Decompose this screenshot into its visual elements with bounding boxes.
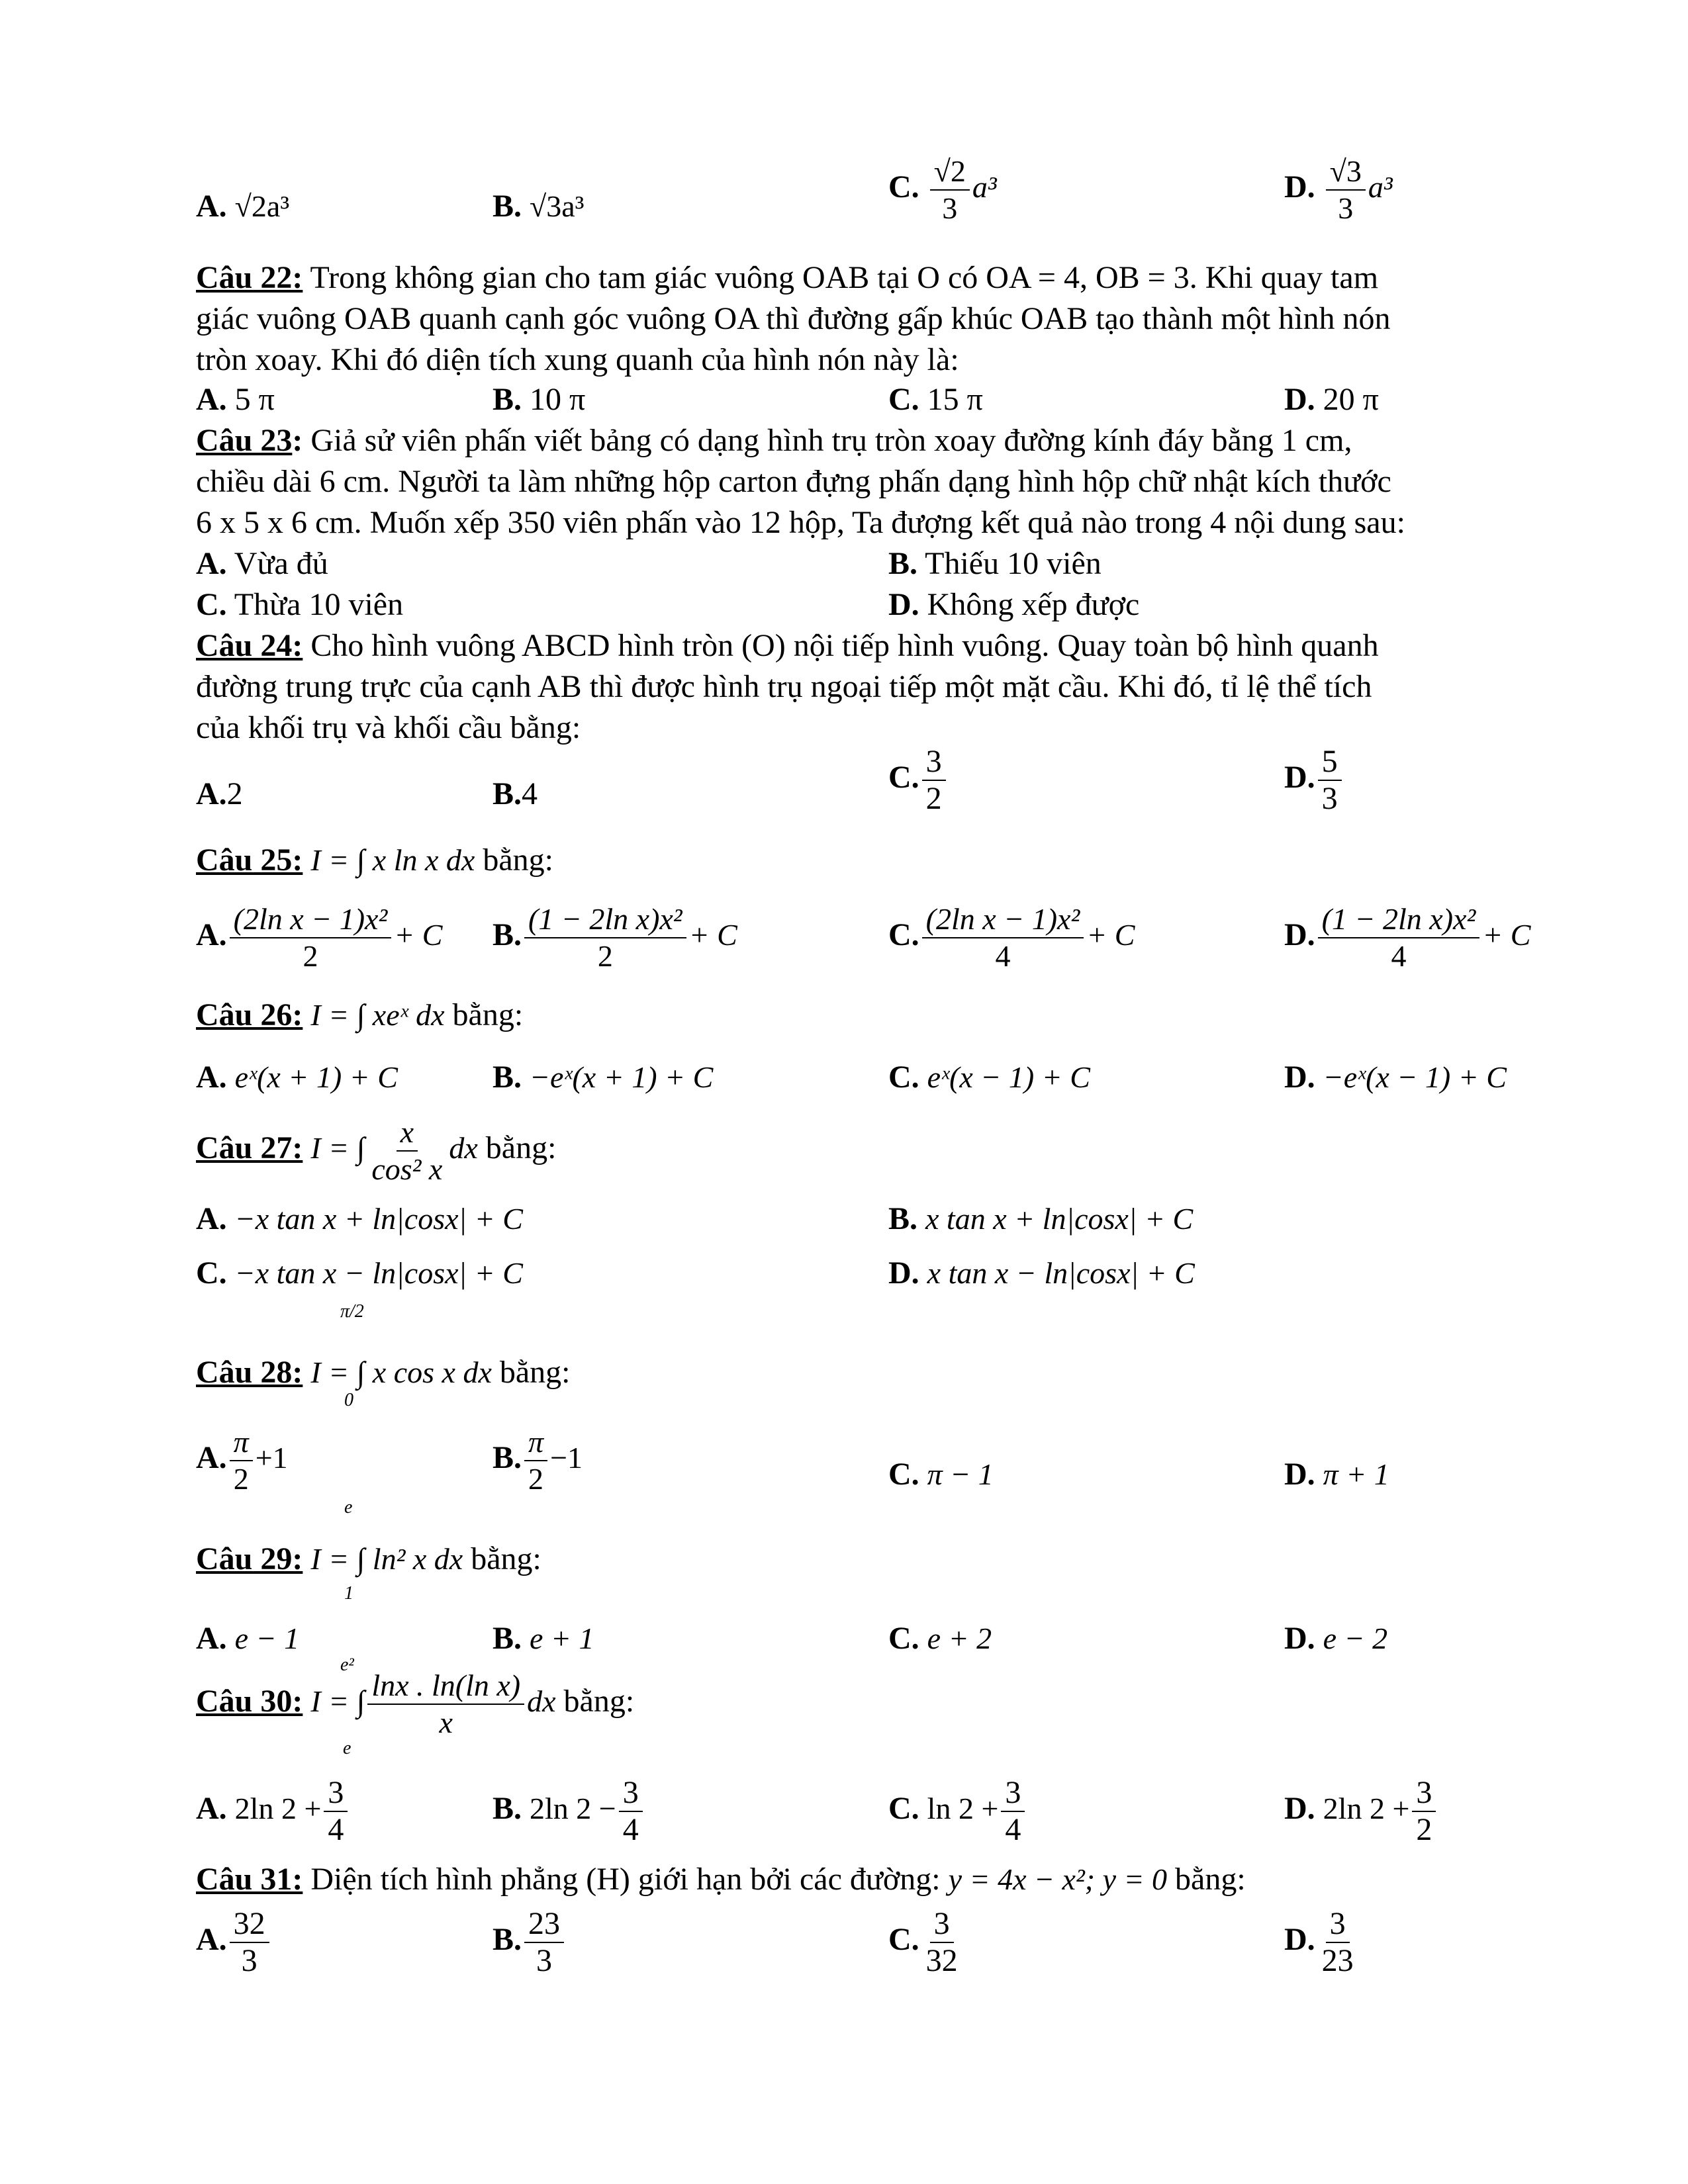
option-label: B. — [492, 382, 522, 417]
option-label: A. — [196, 1060, 227, 1095]
q27-option-a — [196, 1198, 523, 1240]
q29-option-a — [196, 1617, 299, 1660]
option-text: Thừa 10 viên — [226, 587, 404, 622]
question-text: Trong không gian cho tam giác vuông OAB tại O có OA = 4, OB = 3. Khi quay tam — [303, 260, 1379, 295]
option-label: C. — [888, 1621, 919, 1656]
question-text: Giả sử viên phấn viết bảng có dạng hình trụ tròn xoay đường kính đáy bằng 1 cm, — [303, 423, 1352, 458]
integral-suffix: dx — [527, 1684, 556, 1719]
integral-suffix: dx — [449, 1131, 478, 1165]
question-expression: I = ∫ x cos x dx — [310, 1355, 492, 1389]
fraction-denominator: 4 — [622, 1812, 639, 1847]
fraction-numerator: 5 — [1318, 744, 1342, 781]
integral-prefix: I = ∫ — [310, 1684, 365, 1719]
option-prefix: 2ln 2 − — [530, 1792, 616, 1826]
option-text: e − 1 — [234, 1621, 300, 1655]
option-tail: a³ — [972, 170, 997, 205]
question-title: Câu 26: — [196, 997, 303, 1032]
q21-option-a — [196, 185, 289, 228]
option-tail: + C — [688, 918, 737, 952]
q21-option-d — [1284, 154, 1393, 226]
option-label: C. — [888, 1457, 919, 1492]
option-text: x tan x + ln|cosx| + C — [925, 1202, 1194, 1236]
fraction-numerator: 23 — [524, 1906, 564, 1943]
q29-option-b — [492, 1617, 594, 1660]
option-text: √3a³ — [530, 189, 585, 223]
q29-upper-limit: e — [344, 1497, 353, 1518]
q28-lower-limit: 0 — [344, 1390, 353, 1410]
fraction-numerator: 3 — [1001, 1775, 1025, 1812]
option-tail: −1 — [550, 1441, 583, 1475]
fraction-numerator: π — [524, 1424, 547, 1461]
option-tail: a³ — [1368, 170, 1393, 205]
fraction-denominator: 4 — [1391, 939, 1407, 973]
question-title: Câu 29: — [196, 1541, 303, 1576]
option-label: C. — [888, 382, 919, 417]
q22-line-1 — [196, 257, 1378, 299]
fraction-denominator: 4 — [328, 1812, 344, 1847]
fraction-denominator: 4 — [1005, 1812, 1021, 1847]
q25-option-c — [888, 901, 1135, 974]
q29-option-c — [888, 1617, 992, 1660]
option-label: B. — [492, 776, 522, 811]
q22-option-d — [1284, 379, 1379, 421]
option-label: B. — [492, 1440, 522, 1476]
option-label: A. — [196, 776, 227, 811]
question-tail: bằng: — [475, 842, 553, 878]
q23-option-b — [888, 543, 1102, 585]
q22-option-b — [492, 379, 585, 421]
q30-question — [196, 1668, 634, 1741]
fraction-numerator: (2ln x − 1)x² — [230, 901, 392, 938]
q30-option-b — [492, 1775, 645, 1848]
option-label: C. — [888, 1060, 919, 1095]
q28-option-c — [888, 1453, 994, 1496]
fraction-numerator: (1 − 2ln x)x² — [1318, 901, 1480, 938]
question-title: Câu 25: — [196, 842, 303, 878]
option-label: B. — [888, 546, 918, 581]
question-text: Diện tích hình phẳng (H) giới hạn bởi các đường: — [303, 1862, 949, 1897]
q23-line-2: chiều dài 6 cm. Người ta làm những hộp carton đựng phấn dạng hình hộp chữ nhật kích thước — [196, 464, 1391, 499]
question-expression: I = ∫ x ln x dx — [310, 843, 475, 877]
q26-question — [196, 994, 523, 1036]
q26-option-c — [888, 1056, 1090, 1099]
question-tail: bằng: — [555, 1684, 635, 1719]
q22-option-a — [196, 379, 275, 421]
option-tail: +1 — [255, 1441, 288, 1475]
q25-option-d — [1284, 901, 1531, 974]
question-tail: bằng: — [1167, 1862, 1246, 1897]
option-label: A. — [196, 382, 227, 417]
option-label: C. — [888, 1791, 919, 1827]
q27-question — [196, 1115, 556, 1187]
q29-lower-limit: 1 — [344, 1583, 353, 1604]
question-tail: bằng: — [491, 1355, 571, 1390]
q28-option-d — [1284, 1453, 1389, 1496]
option-text: π − 1 — [927, 1457, 994, 1491]
question-tail: bằng: — [444, 997, 524, 1032]
q30-option-c — [888, 1775, 1027, 1848]
question-colon: : — [292, 423, 303, 458]
q28-question — [196, 1351, 571, 1394]
fraction-denominator: 2 — [233, 1462, 249, 1496]
option-label: A. — [196, 1440, 227, 1476]
q24-option-a — [196, 773, 243, 815]
fraction-numerator: (1 − 2ln x)x² — [524, 901, 686, 938]
option-label: B. — [492, 1621, 522, 1656]
option-text: eˣ(x − 1) + C — [927, 1060, 1090, 1094]
fraction-denominator: 3 — [241, 1943, 258, 1978]
q30-option-a — [196, 1775, 350, 1848]
option-label: A. — [196, 1922, 227, 1958]
q21-option-c — [888, 154, 997, 226]
integral-prefix: I = ∫ — [310, 1131, 365, 1165]
option-tail: + C — [1482, 918, 1531, 952]
question-title: Câu 30: — [196, 1684, 303, 1719]
fraction-numerator: 3 — [619, 1775, 643, 1812]
option-label: B. — [888, 1201, 918, 1236]
q31-question — [196, 1858, 1246, 1901]
q30-upper-limit: e² — [340, 1655, 354, 1675]
option-label: D. — [1284, 169, 1315, 205]
option-text: Thiếu 10 viên — [917, 546, 1102, 581]
q26-option-b — [492, 1056, 713, 1099]
q28-option-b — [492, 1424, 583, 1497]
option-label: D. — [1284, 382, 1315, 417]
option-text: e + 2 — [927, 1621, 992, 1655]
fraction-denominator: 2 — [597, 939, 613, 973]
option-label: A. — [196, 1791, 227, 1827]
option-label: B. — [492, 1922, 522, 1958]
option-label: D. — [1284, 760, 1315, 796]
q28-option-a — [196, 1424, 288, 1497]
fraction-numerator: π — [230, 1424, 253, 1461]
question-expression: I = ∫ ln² x dx — [310, 1542, 463, 1576]
q27-option-d — [888, 1252, 1195, 1295]
option-prefix: ln 2 + — [927, 1792, 999, 1826]
fraction-numerator: lnx . ln(ln x) — [367, 1668, 524, 1705]
option-label: D. — [1284, 917, 1315, 953]
fraction-numerator: x — [397, 1115, 418, 1152]
option-label: C. — [888, 917, 919, 953]
q27-option-c — [196, 1252, 523, 1295]
question-expression: I = ∫ xeˣ dx — [310, 998, 445, 1032]
fraction-numerator: 3 — [922, 744, 946, 781]
option-text: √2a³ — [234, 189, 290, 223]
option-tail: + C — [1086, 918, 1135, 952]
option-label: A. — [196, 1621, 227, 1656]
fraction-denominator: 3 — [942, 191, 958, 225]
option-text: 4 — [522, 776, 538, 811]
option-label: C. — [196, 1255, 227, 1291]
option-label: A. — [196, 917, 227, 953]
option-text: eˣ(x + 1) + C — [234, 1060, 398, 1094]
fraction-denominator: 23 — [1321, 1943, 1354, 1978]
question-text: Cho hình vuông ABCD hình tròn (O) nội tiếp hình vuông. Quay toàn bộ hình quanh — [303, 628, 1379, 663]
q31-option-c — [888, 1906, 964, 1979]
q31-option-a — [196, 1906, 272, 1979]
fraction-numerator: 3 — [1326, 1906, 1350, 1943]
fraction-denominator: 32 — [925, 1943, 958, 1978]
q24-option-b — [492, 773, 538, 815]
q24-line-2: đường trung trực của cạnh AB thì được hình trụ ngoại tiếp một mặt cầu. Khi đó, tỉ lệ thể tích — [196, 669, 1372, 704]
question-title: Câu 28: — [196, 1355, 303, 1390]
option-text: Vừa đủ — [226, 546, 328, 581]
option-label: C. — [196, 587, 227, 622]
fraction-denominator: x — [439, 1706, 453, 1739]
q23-line-1 — [196, 420, 1352, 462]
q26-option-a — [196, 1056, 398, 1099]
option-label: B. — [492, 1060, 522, 1095]
question-tail: bằng: — [463, 1541, 541, 1576]
option-text: 2 — [226, 776, 243, 811]
option-label: D. — [1284, 1060, 1315, 1095]
option-label: D. — [1284, 1791, 1315, 1827]
question-title: Câu 31: — [196, 1862, 303, 1897]
option-text: x tan x − ln|cosx| + C — [927, 1256, 1195, 1290]
q31-option-b — [492, 1906, 567, 1979]
option-label: A. — [196, 546, 227, 581]
fraction-denominator: 3 — [1321, 781, 1338, 816]
question-title: Câu 27: — [196, 1130, 303, 1166]
option-label: B. — [492, 917, 522, 953]
option-text: −x tan x + ln|cosx| + C — [234, 1202, 523, 1236]
option-text: 15 π — [919, 382, 983, 417]
option-label: D. — [1284, 1457, 1315, 1492]
question-expression: y = 4x − x²; y = 0 — [948, 1862, 1168, 1896]
q26-option-d — [1284, 1056, 1507, 1099]
q21-option-b — [492, 185, 584, 228]
q23-line-3: 6 x 5 x 6 cm. Muốn xếp 350 viên phấn vào 12 hộp, Ta đượng kết quả nào trong 4 nội dung sau: — [196, 505, 1405, 540]
option-text: Không xếp được — [919, 587, 1140, 622]
q25-option-a — [196, 901, 443, 974]
option-text: −eˣ(x − 1) + C — [1323, 1060, 1507, 1094]
question-title: Câu 22: — [196, 260, 303, 295]
option-label: A. — [196, 189, 227, 224]
q29-option-d — [1284, 1617, 1387, 1660]
option-label: C. — [888, 169, 919, 205]
q23-option-a — [196, 543, 328, 585]
option-label: C. — [888, 1922, 919, 1958]
option-text: −eˣ(x + 1) + C — [530, 1060, 714, 1094]
fraction-numerator: √2 — [930, 154, 970, 191]
option-label: A. — [196, 1201, 227, 1236]
q22-option-c — [888, 379, 983, 421]
q22-line-3: tròn xoay. Khi đó diện tích xung quanh của hình nón này là: — [196, 342, 959, 377]
option-tail: + C — [394, 918, 443, 952]
q29-question — [196, 1538, 541, 1580]
q23-option-d — [888, 584, 1139, 626]
question-title: Câu 24: — [196, 628, 303, 663]
option-label: D. — [888, 1255, 919, 1291]
option-text: 10 π — [522, 382, 586, 417]
fraction-denominator: 2 — [925, 781, 942, 816]
option-label: B. — [492, 189, 522, 224]
fraction-denominator: 3 — [1338, 191, 1354, 225]
option-label: D. — [1284, 1922, 1315, 1958]
q31-option-d — [1284, 1906, 1360, 1979]
fraction-denominator: 2 — [528, 1462, 544, 1496]
fraction-numerator: 32 — [230, 1906, 269, 1943]
fraction-numerator: √3 — [1326, 154, 1366, 191]
q28-upper-limit: π/2 — [340, 1301, 364, 1322]
q24-option-c — [888, 744, 949, 817]
fraction-denominator: 4 — [995, 939, 1011, 973]
option-label: D. — [888, 587, 919, 622]
option-text: π + 1 — [1323, 1457, 1389, 1491]
q24-line-3: của khối trụ và khối cầu bằng: — [196, 710, 581, 745]
option-label: B. — [492, 1791, 522, 1827]
q25-question — [196, 839, 553, 882]
fraction-denominator: 2 — [303, 939, 318, 973]
option-text: 20 π — [1315, 382, 1379, 417]
fraction-numerator: (2ln x − 1)x² — [922, 901, 1084, 938]
q30-option-d — [1284, 1775, 1438, 1848]
fraction-denominator: 2 — [1416, 1812, 1432, 1847]
option-prefix: 2ln 2 + — [1323, 1792, 1410, 1826]
q25-option-b — [492, 901, 737, 974]
option-text: e − 2 — [1323, 1621, 1388, 1655]
q23-option-c — [196, 584, 403, 626]
question-tail: bằng: — [477, 1130, 557, 1166]
option-label: D. — [1284, 1621, 1315, 1656]
question-title: Câu 23 — [196, 423, 293, 458]
option-text: e + 1 — [530, 1621, 594, 1655]
fraction-numerator: 3 — [1412, 1775, 1436, 1812]
fraction-denominator: 3 — [536, 1943, 553, 1978]
exam-page — [196, 0, 1560, 2184]
option-prefix: 2ln 2 + — [234, 1792, 322, 1826]
option-text: 5 π — [226, 382, 275, 417]
q27-option-b — [888, 1198, 1193, 1240]
option-label: C. — [888, 760, 919, 796]
option-text: −x tan x − ln|cosx| + C — [234, 1256, 523, 1290]
q24-line-1 — [196, 625, 1379, 667]
q22-line-2: giác vuông OAB quanh cạnh góc vuông OA thì đường gấp khúc OAB tạo thành một hình nón — [196, 301, 1391, 336]
fraction-numerator: 3 — [324, 1775, 348, 1812]
q30-lower-limit: e — [343, 1738, 352, 1758]
q24-option-d — [1284, 744, 1344, 817]
fraction-numerator: 3 — [930, 1906, 954, 1943]
fraction-denominator: cos² x — [371, 1152, 443, 1186]
